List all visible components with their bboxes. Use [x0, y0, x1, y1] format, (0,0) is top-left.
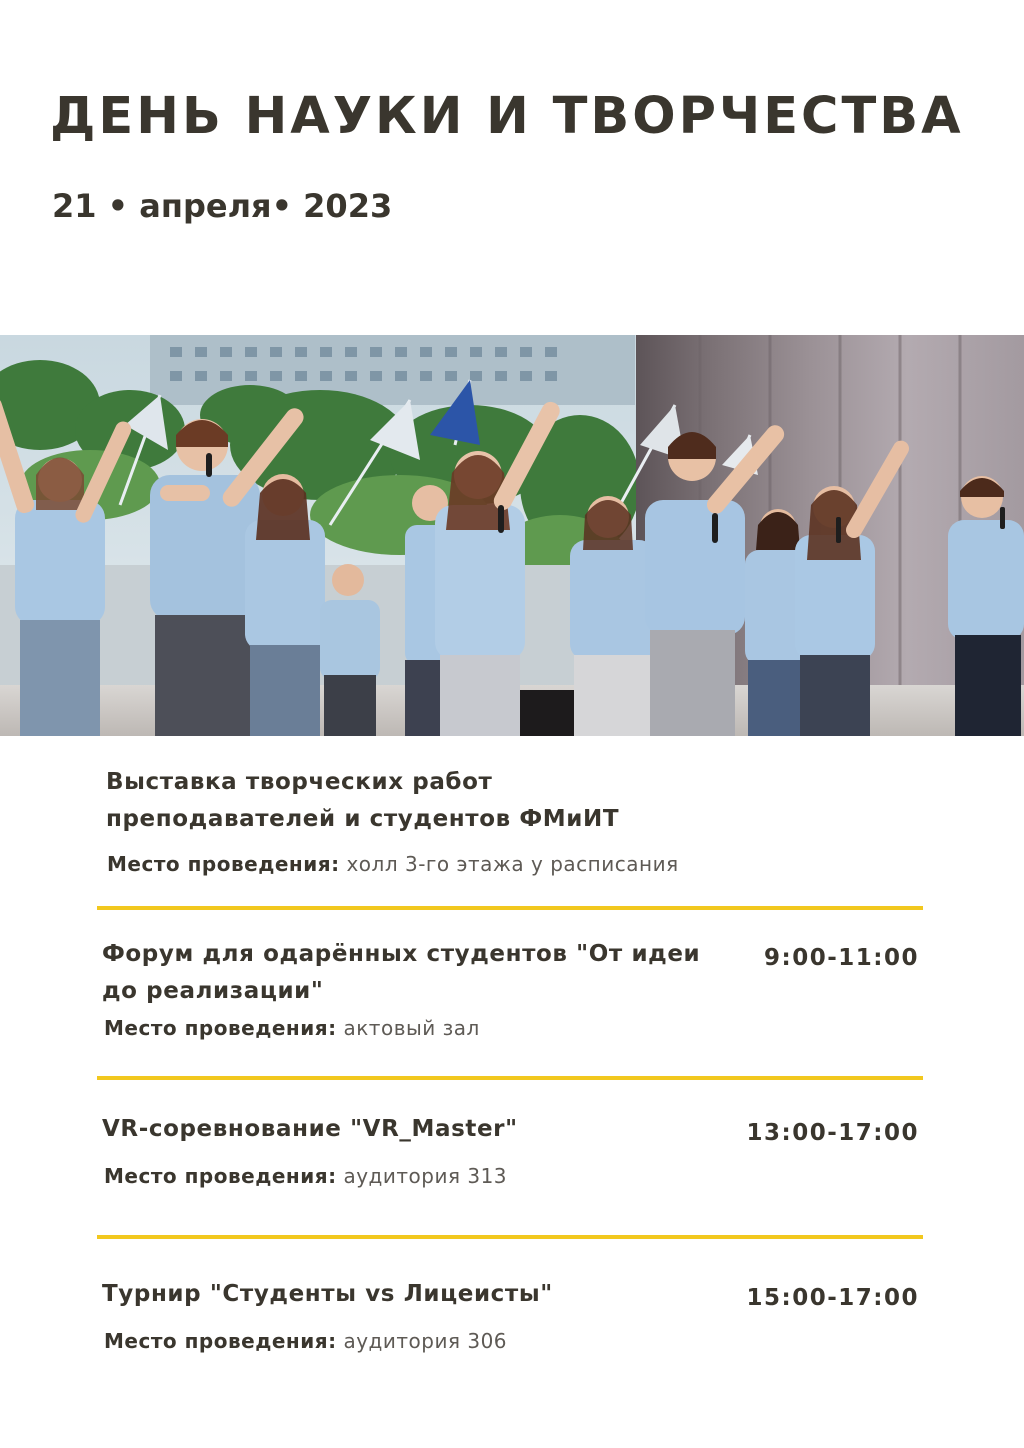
place-label: Место проведения: — [104, 1164, 337, 1188]
place-value: аудитория 306 — [343, 1329, 508, 1353]
event-place-forum — [104, 1013, 480, 1043]
stage-photo-illustration — [0, 335, 1024, 736]
event-title-line: Форум для одарённых студентов "От идеи — [102, 941, 701, 967]
section-divider — [97, 1235, 923, 1239]
event-title-forum — [102, 936, 742, 1010]
event-place-tournament — [104, 1326, 507, 1356]
event-title-line: Турнир "Студенты vs Лицеисты" — [102, 1281, 553, 1307]
event-title-line: Выставка творческих работ — [106, 769, 493, 795]
place-value: холл 3-го этажа у расписания — [346, 852, 679, 876]
stage-photo — [0, 335, 1024, 736]
place-label: Место проведения: — [107, 852, 340, 876]
place-label: Место проведения: — [104, 1016, 337, 1040]
event-title-line: преподавателей и студентов ФМиИТ — [106, 806, 620, 832]
event-place-exhibition — [107, 849, 679, 879]
section-divider — [97, 1076, 923, 1080]
event-title-line: до реализации" — [102, 978, 324, 1004]
event-time-forum: 9:00-11:00 — [764, 945, 919, 971]
place-label: Место проведения: — [104, 1329, 337, 1353]
event-title-vr-competition — [102, 1111, 722, 1148]
event-date: 21 • апреля• 2023 — [52, 187, 393, 225]
event-title-line: VR-соревнование "VR_Master" — [102, 1116, 518, 1142]
event-title-tournament — [102, 1276, 722, 1313]
event-time-vr-competition: 13:00-17:00 — [746, 1120, 919, 1146]
event-place-vr-competition — [104, 1161, 507, 1191]
place-value: аудитория 313 — [343, 1164, 508, 1188]
page-title: ДЕНЬ НАУКИ И ТВОРЧЕСТВА — [50, 87, 964, 146]
event-time-tournament: 15:00-17:00 — [746, 1285, 919, 1311]
section-divider — [97, 906, 923, 910]
place-value: актовый зал — [343, 1016, 480, 1040]
event-title-exhibition — [106, 764, 746, 838]
